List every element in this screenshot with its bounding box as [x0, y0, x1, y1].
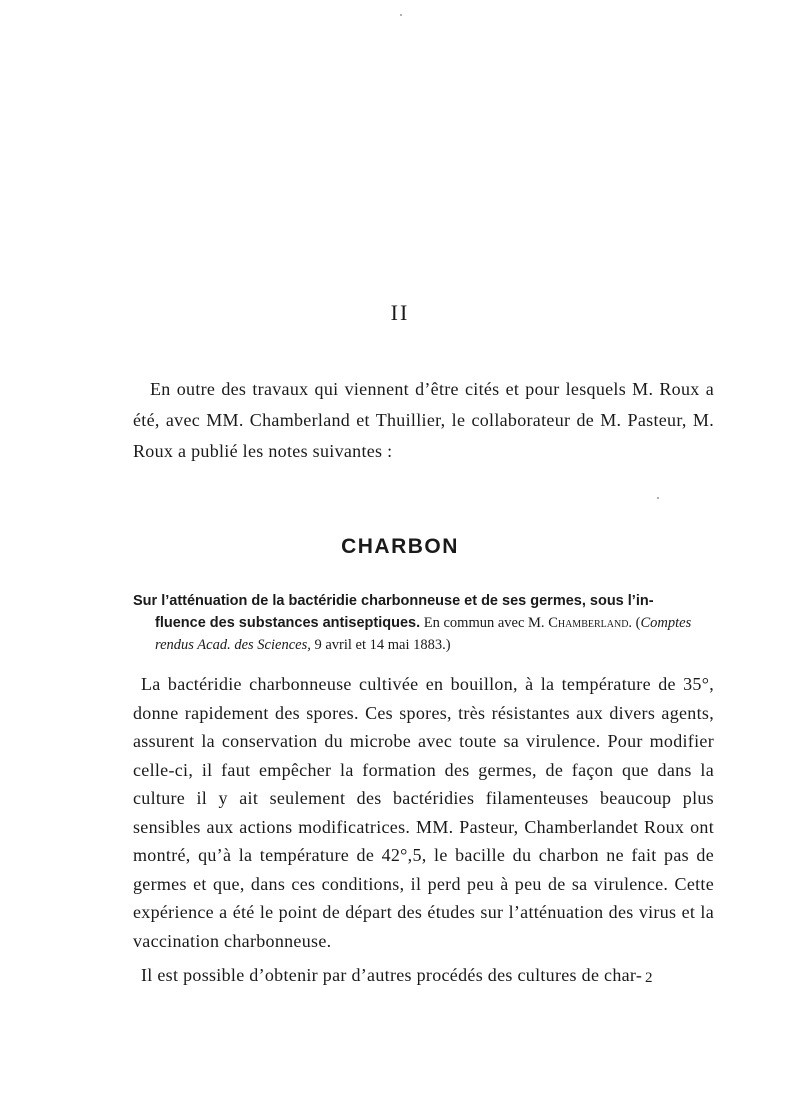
body-text	[133, 670, 714, 990]
reference-dates: 9 avril et 14 mai 1883.)	[310, 637, 451, 653]
reference-journal: Comptes rendus Acad. des Sciences,	[155, 615, 692, 653]
page-number: 2	[645, 970, 653, 986]
paper-speck	[657, 497, 659, 499]
collab-name: Chamberland	[548, 615, 629, 631]
article-title	[133, 590, 714, 656]
paper-speck	[400, 14, 402, 16]
article-title-line2: fluence des substances antiseptiques.	[155, 615, 421, 631]
article-title-continuation	[133, 612, 714, 656]
article-title-line1: Sur l’atténuation de la bactéridie charbonneuse et de ses germes, sous l’in-	[133, 593, 654, 609]
collab-suffix: . (	[628, 615, 641, 631]
section-heading: CHARBON	[341, 535, 459, 558]
body-paragraph-2: Il est possible d’obtenir par d’autres procédés des cultures de char-	[141, 965, 643, 985]
collab-prefix: En commun avec M.	[420, 615, 549, 631]
section-numeral: II	[390, 300, 410, 325]
intro-paragraph: En outre des travaux qui viennent d’être cités et pour lesquels M. Roux a été, avec MM. Chamberland et Thuillier, le collaborateur de M. Pasteur, M. Roux a publié les notes suivantes :	[133, 379, 714, 461]
body-paragraph-1: La bactéridie charbonneuse cultivée en bouillon, à la température de 35°, donne rapidement des spores. Ces spores, très résistantes aux divers agents, assurent la conservation du microbe avec toute sa virulence. Pour modifier celle-ci, il faut empêcher la formation des germes, de façon que dans la culture il y ait seulement des bactéridies filamenteuses beaucoup plus sensibles aux actions modificatrices. MM. Pasteur, Chamberlandet Roux ont montré, qu’à la température de 42°,5, le bacille du charbon ne fait pas de germes et que, dans ces conditions, il perd peu à peu de sa virulence. Cette expérience a été le point de départ des études sur l’atténuation des virus et la vaccination charbonneuse.	[133, 674, 714, 951]
